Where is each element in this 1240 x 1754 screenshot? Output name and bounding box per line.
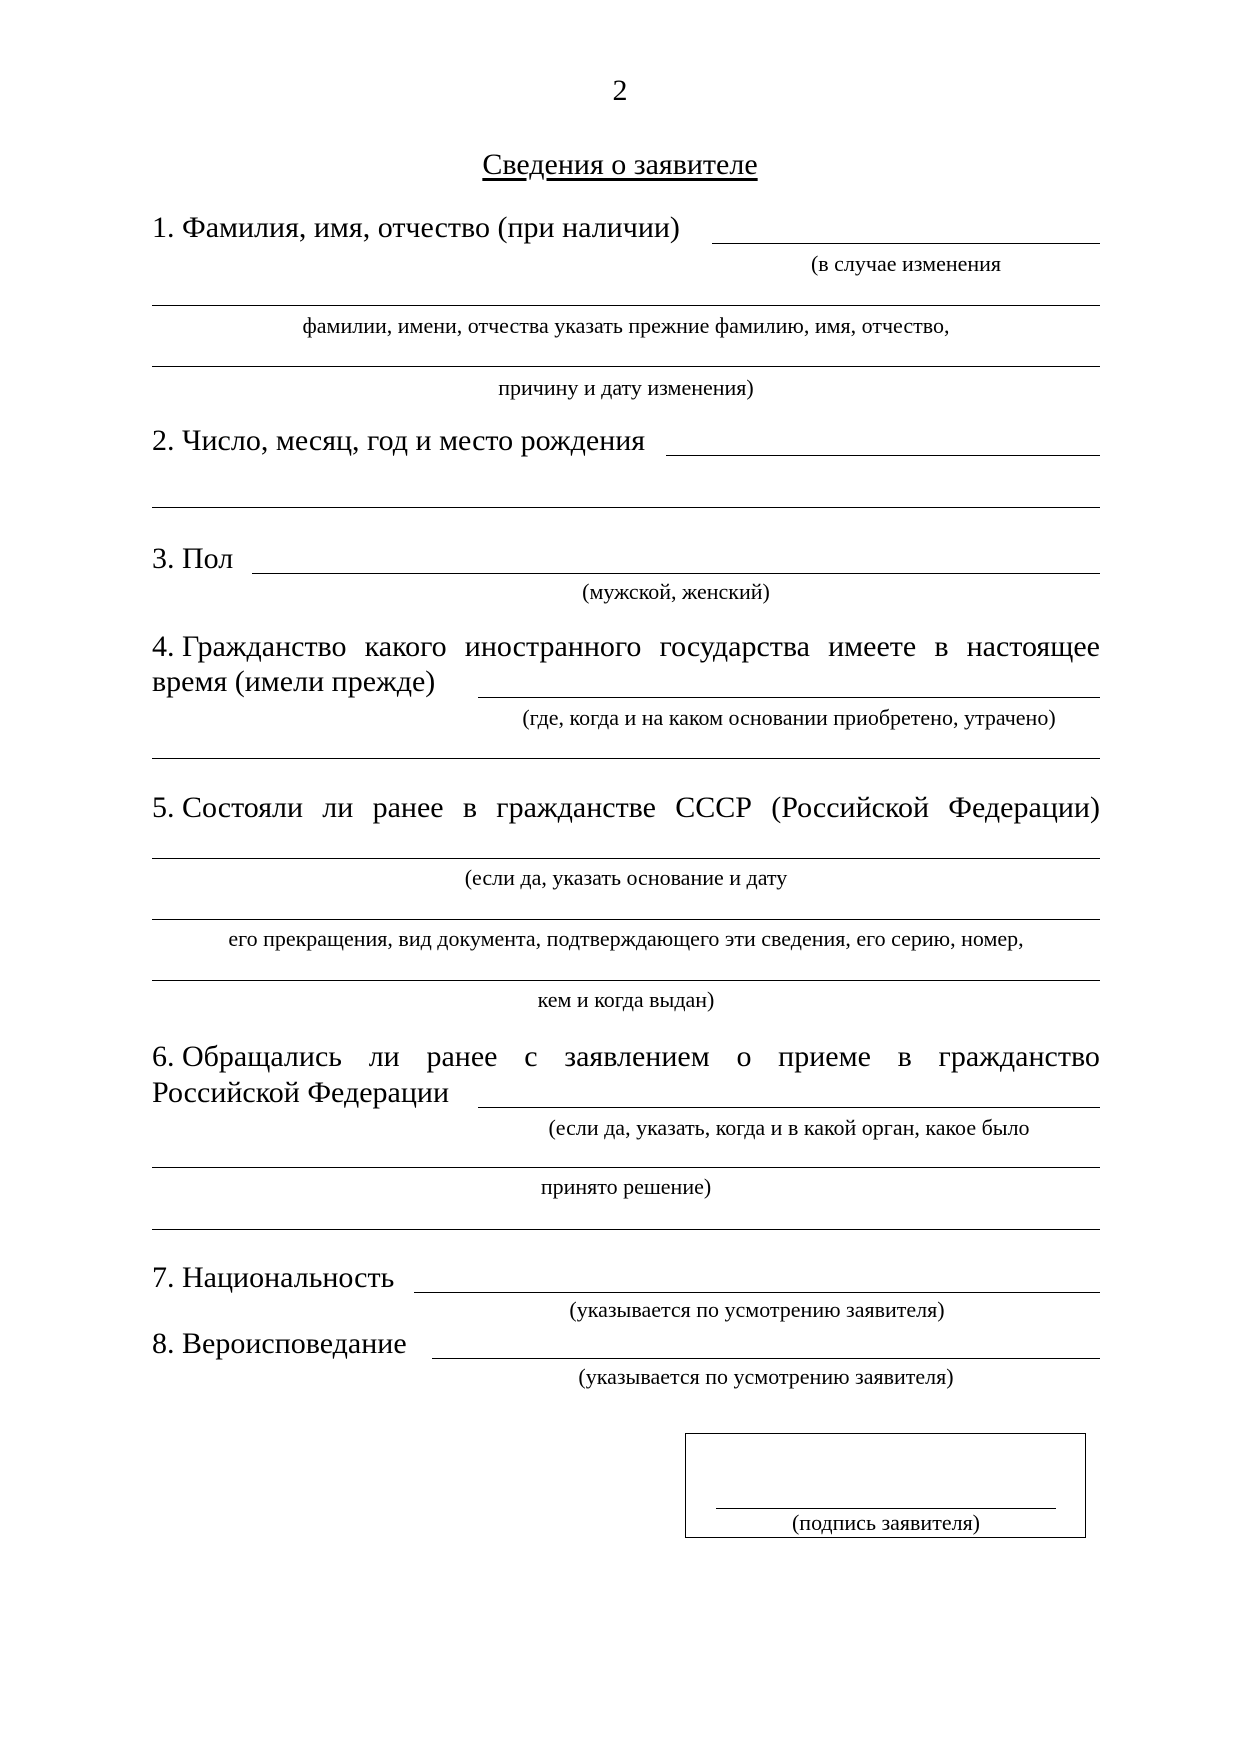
- item-3-field-line[interactable]: [252, 573, 1100, 574]
- item-5-word: в: [462, 791, 478, 824]
- item-1-field-line-3[interactable]: [152, 366, 1100, 367]
- item-5-word: (Российской: [771, 791, 930, 824]
- item-7-hint: (указывается по усмотрению заявителя): [569, 1297, 945, 1322]
- item-5-hint-3: кем и когда выдан): [537, 987, 715, 1012]
- item-1-hint-3: причину и дату изменения): [498, 375, 754, 400]
- item-6-word: 6. Обращались: [152, 1040, 342, 1073]
- item-5-word: Федерации): [948, 791, 1100, 824]
- item-8-hint: (указывается по усмотрению заявителя): [578, 1364, 954, 1389]
- item-8-field-line[interactable]: [432, 1358, 1100, 1359]
- item-5-field-line-2[interactable]: [152, 919, 1100, 920]
- item-6-word: о: [736, 1040, 752, 1073]
- item-4-label-line-2: время (имели прежде): [152, 665, 436, 698]
- item-4-field-line-2[interactable]: [152, 758, 1100, 759]
- item-2-field-line-2[interactable]: [152, 507, 1100, 508]
- item-6-word: приеме: [778, 1040, 871, 1073]
- item-6-word: гражданство: [938, 1040, 1100, 1073]
- item-6-word: с: [524, 1040, 538, 1073]
- signature-line[interactable]: [716, 1508, 1056, 1509]
- signature-hint: (подпись заявителя): [791, 1510, 981, 1535]
- item-1-hint-1: (в случае изменения: [810, 251, 1002, 276]
- item-2-label: 2. Число, месяц, год и место рождения: [152, 424, 646, 457]
- item-2-field-line-1[interactable]: [666, 455, 1100, 456]
- item-4-field-line-1[interactable]: [478, 697, 1100, 698]
- item-6-hint-1: (если да, указать, когда и в какой орган, какое было: [548, 1115, 1030, 1140]
- item-6-label-line-1: [152, 1042, 1100, 1072]
- item-6-label-line-2: Российской Федерации: [152, 1076, 450, 1109]
- item-5-hint-2: его прекращения, вид документа, подтверждающего эти сведения, его серию, номер,: [228, 926, 1024, 951]
- item-6-word: ли: [368, 1040, 400, 1073]
- page-number: 2: [612, 74, 628, 107]
- item-4-word: настоящее: [966, 630, 1100, 663]
- item-8-label: 8. Вероисповедание: [152, 1327, 407, 1360]
- item-4-hint: (где, когда и на каком основании приобретено, утрачено): [522, 705, 1056, 730]
- item-5-word: ли: [322, 791, 354, 824]
- item-6-field-line-3[interactable]: [152, 1229, 1100, 1230]
- item-7-field-line[interactable]: [414, 1292, 1100, 1293]
- item-1-field-line-1[interactable]: [712, 243, 1100, 244]
- item-4-label-line-1: [152, 632, 1100, 662]
- item-6-field-line-2[interactable]: [152, 1167, 1100, 1168]
- item-5-field-line-3[interactable]: [152, 980, 1100, 981]
- item-4-word: иностранного: [464, 630, 642, 663]
- item-4-word: имеете: [828, 630, 917, 663]
- page-title: Сведения о заявителе: [482, 148, 758, 181]
- item-5-word: 5. Состояли: [152, 791, 304, 824]
- item-5-word: СССР: [675, 791, 752, 824]
- item-6-hint-2: принято решение): [540, 1174, 712, 1199]
- item-1-field-line-2[interactable]: [152, 305, 1100, 306]
- item-6-word: заявлением: [564, 1040, 710, 1073]
- item-3-hint: (мужской, женский): [582, 579, 770, 604]
- item-5-word: гражданстве: [496, 791, 656, 824]
- item-5-hint-1: (если да, указать основание и дату: [464, 865, 788, 890]
- signature-box: [685, 1433, 1086, 1538]
- item-6-field-line-1[interactable]: [478, 1107, 1100, 1108]
- item-5-word: ранее: [372, 791, 444, 824]
- item-4-word: 4. Гражданство: [152, 630, 347, 663]
- item-1-label: 1. Фамилия, имя, отчество (при наличии): [152, 211, 680, 244]
- item-4-word: государства: [659, 630, 810, 663]
- item-1-hint-2: фамилии, имени, отчества указать прежние фамилию, имя, отчество,: [302, 313, 950, 338]
- item-5-label: [152, 793, 1100, 823]
- item-6-word: в: [897, 1040, 912, 1073]
- item-4-word: в: [934, 630, 949, 663]
- item-4-word: какого: [364, 630, 447, 663]
- item-6-word: ранее: [426, 1040, 498, 1073]
- item-3-label: 3. Пол: [152, 542, 234, 575]
- item-5-field-line-1[interactable]: [152, 858, 1100, 859]
- item-7-label: 7. Национальность: [152, 1261, 395, 1294]
